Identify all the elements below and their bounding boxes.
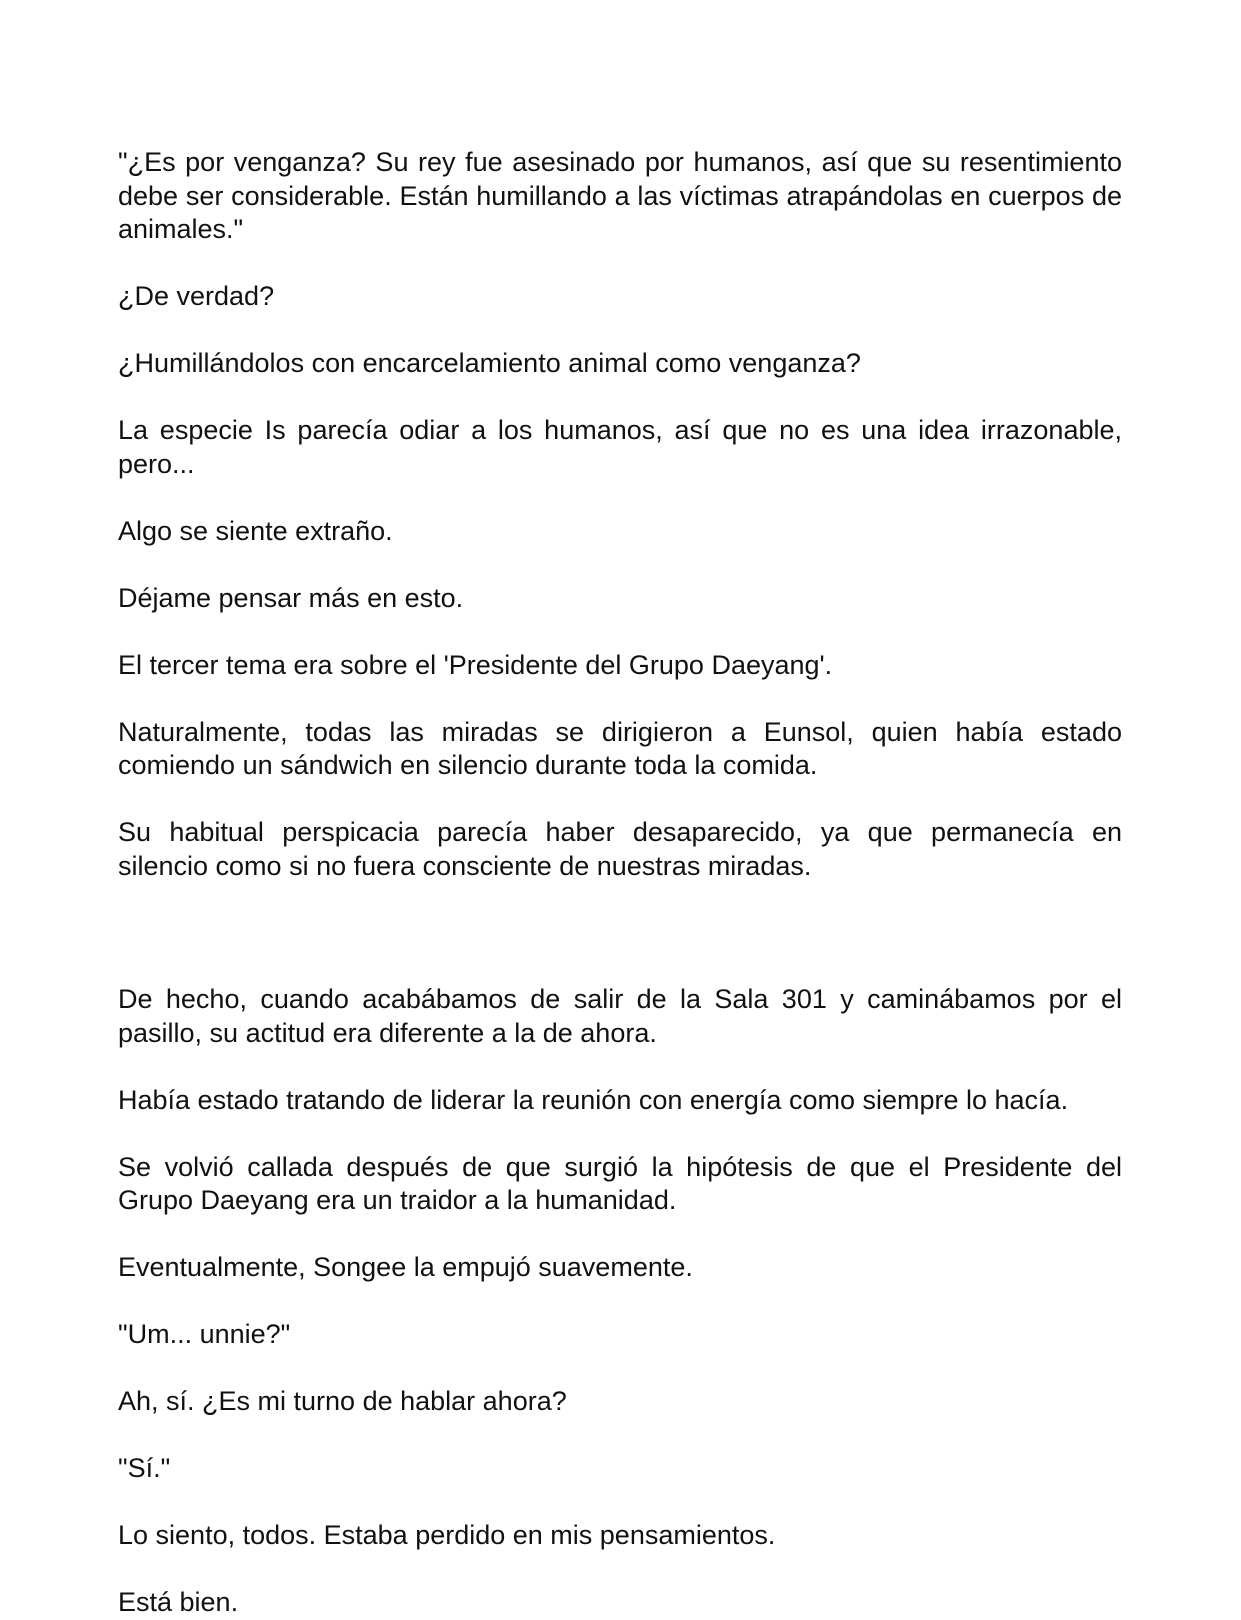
paragraph: "¿Es por venganza? Su rey fue asesinado por humanos, así que su resentimiento debe ser considerable. Están humillando a las víctimas atrapándolas en cuerpos de animales." <box>118 147 1122 244</box>
paragraph: Naturalmente, todas las miradas se dirigieron a Eunsol, quien había estado comiendo un sándwich en silencio durante toda la comida. <box>118 716 1122 780</box>
body-text <box>118 146 1122 1620</box>
paragraph: Había estado tratando de liderar la reunión con energía como siempre lo hacía. <box>118 1084 1069 1115</box>
paragraph: ¿Humillándolos con encarcelamiento animal como venganza? <box>118 348 861 378</box>
paragraph: Eventualmente, Songee la empujó suavemente. <box>118 1252 693 1282</box>
paragraph: Algo se siente extraño. <box>118 515 393 546</box>
paragraph: Se volvió callada después de que surgió la hipótesis de que el Presidente del Grupo Daeyang era un traidor a la humanidad. <box>118 1151 1122 1215</box>
paragraph: Déjame pensar más en esto. <box>118 582 464 613</box>
paragraph: Ah, sí. ¿Es mi turno de hablar ahora? <box>118 1386 567 1416</box>
paragraph: Está bien. <box>118 1587 239 1617</box>
paragraph: "Um... unnie?" <box>118 1319 291 1349</box>
paragraph: Lo siento, todos. Estaba perdido en mis pensamientos. <box>118 1520 776 1550</box>
paragraph: ¿De verdad? <box>118 281 275 311</box>
paragraph: El tercer tema era sobre el 'Presidente del Grupo Daeyang'. <box>118 649 833 680</box>
paragraph: La especie Is parecía odiar a los humanos, así que no es una idea irrazonable, pero... <box>118 415 1122 479</box>
paragraph: "Sí." <box>118 1453 171 1483</box>
paragraph: Su habitual perspicacia parecía haber desaparecido, ya que permanecía en silencio como si no fuera consciente de nuestras miradas. <box>118 817 1122 881</box>
paragraph: De hecho, cuando acabábamos de salir de la Sala 301 y caminábamos por el pasillo, su actitud era diferente a la de ahora. <box>118 984 1122 1048</box>
